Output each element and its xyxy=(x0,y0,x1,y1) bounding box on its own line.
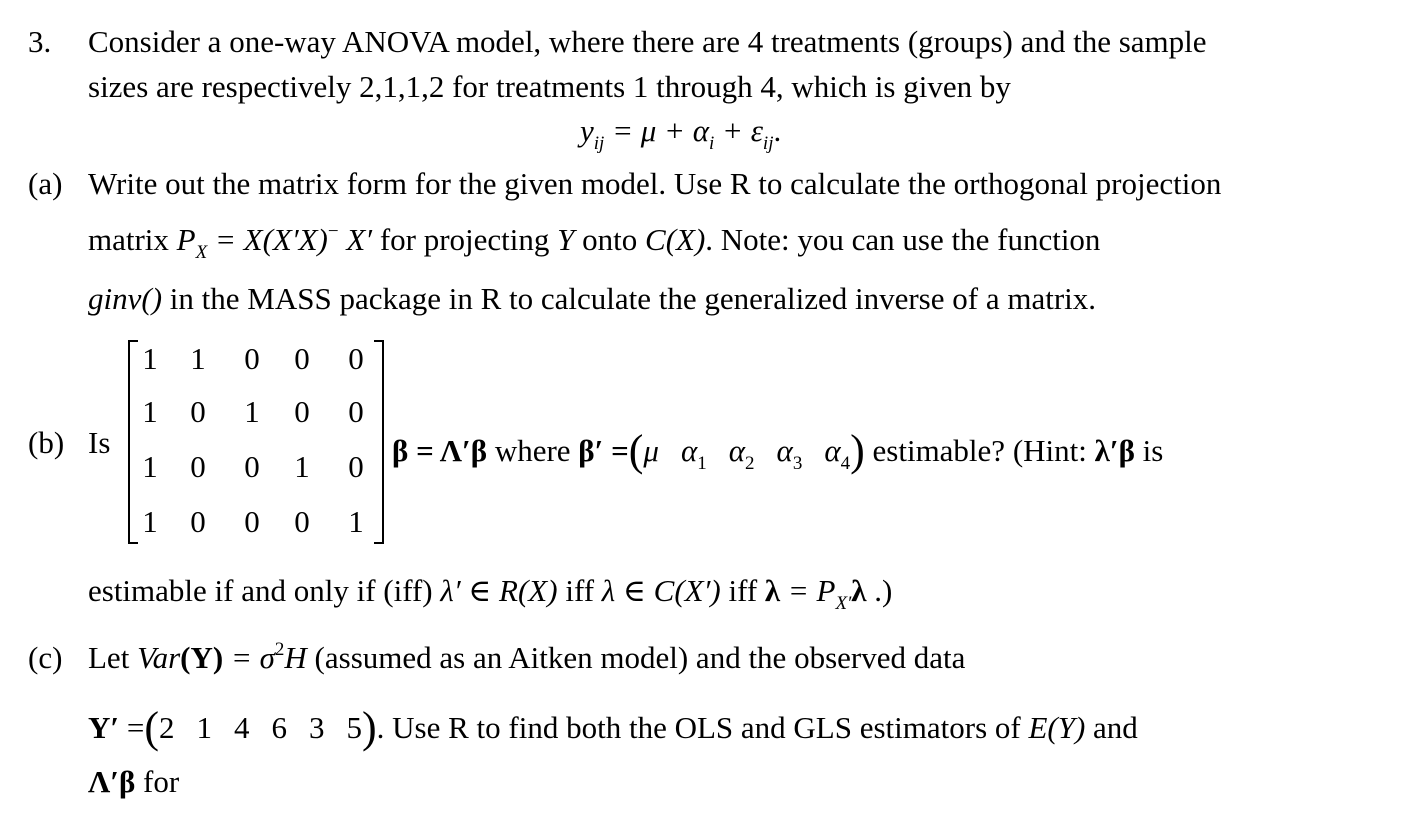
estimable-text: estimable? (Hint: xyxy=(864,433,1095,468)
intro-line-2: sizes are respectively 2,1,1,2 for treatments 1 through 4, which is given by xyxy=(88,69,1011,104)
matrix-cell: 0 xyxy=(190,449,206,484)
projection-minus: − xyxy=(327,221,339,242)
matrix-cell: 0 xyxy=(190,504,206,539)
sigma-eq: = σ xyxy=(223,640,275,675)
right-paren: ) xyxy=(850,426,865,475)
model-y: y xyxy=(580,113,594,148)
for-word: for xyxy=(135,764,180,799)
matrix-left-bracket xyxy=(128,340,138,544)
alpha-symbol: α xyxy=(728,433,746,468)
sigma-squared: 2 xyxy=(274,639,285,660)
matrix-cell: 1 xyxy=(294,449,310,484)
matrix-cell: 0 xyxy=(294,341,310,376)
matrix-cell: 1 xyxy=(142,341,158,376)
alpha-subscript: 1 xyxy=(697,453,707,474)
lambda-bold: λ xyxy=(764,573,781,608)
lambda-end: λ xyxy=(851,573,867,608)
part-a-line-3-rest: in the MASS package in R to calculate the generalized inverse of a matrix. xyxy=(162,281,1097,316)
is-word: is xyxy=(1134,433,1164,468)
data-value: 3 xyxy=(309,710,325,745)
part-a-label: (a) xyxy=(28,166,63,201)
iff-intro: estimable if and only if (iff) xyxy=(88,573,441,608)
iff-2: iff xyxy=(720,573,765,608)
matrix-row-1 xyxy=(140,341,368,377)
column-space-condition: λ ∈ C(X′) xyxy=(601,573,721,608)
matrix-cell: 1 xyxy=(142,394,158,429)
matrix-cell: 0 xyxy=(294,394,310,429)
intro-line-1: Consider a one-way ANOVA model, where there are 4 treatments (groups) and the sample xyxy=(88,24,1207,59)
var-word: Var xyxy=(137,640,181,675)
matrix-cell: 1 xyxy=(142,504,158,539)
part-b-is: Is xyxy=(88,425,111,460)
y-bold: (Y) xyxy=(180,640,224,675)
matrix-cell: 0 xyxy=(294,504,310,539)
alpha-subscript: 2 xyxy=(745,453,755,474)
matrix-right-bracket xyxy=(374,340,384,544)
let-word: Let xyxy=(88,640,138,675)
projection-formula: = X(X′X) xyxy=(207,222,328,257)
part-c-label: (c) xyxy=(28,640,63,675)
onto-word: onto xyxy=(574,222,646,257)
part-b-label: (b) xyxy=(28,425,65,460)
lambda-beta: λ′β xyxy=(1094,433,1135,468)
matrix-cell: 1 xyxy=(348,504,364,539)
data-value: 4 xyxy=(234,710,250,745)
part-c-line-1 xyxy=(88,640,965,681)
row-space-condition: λ′ ∈ R(X) xyxy=(440,573,558,608)
model-sub-ij: ij xyxy=(593,133,605,154)
alpha-subscript: 4 xyxy=(840,453,851,474)
part-b-expression xyxy=(392,425,1163,474)
y-symbol: Y xyxy=(557,222,575,257)
data-right-paren: ) xyxy=(362,703,377,752)
matrix-cell: 1 xyxy=(244,394,260,429)
mu-symbol: μ xyxy=(643,433,659,468)
matrix-cell: 0 xyxy=(348,341,364,376)
column-space: C(X) xyxy=(645,222,706,257)
part-c-line-3 xyxy=(88,764,179,800)
part-c-line-2 xyxy=(88,702,1138,752)
y-prime: Y′ xyxy=(88,710,120,745)
alpha-subscript: 3 xyxy=(792,453,803,474)
beta-prime: β′ = xyxy=(578,433,629,468)
part-a-line-1: Write out the matrix form for the given model. Use R to calculate the orthogonal projection xyxy=(88,166,1222,201)
matrix-cell: 0 xyxy=(348,394,364,429)
matrix-cell: 1 xyxy=(142,449,158,484)
part-a-line-3 xyxy=(88,281,1096,317)
alpha-symbol: α xyxy=(824,433,841,468)
ginv-function: ginv() xyxy=(88,281,163,316)
for-projecting: for projecting xyxy=(372,222,558,257)
note-text: . Note: you can use the function xyxy=(705,222,1101,257)
model-sub-ij-2: ij xyxy=(762,133,774,154)
projection-p: P xyxy=(176,222,196,257)
lambda-sub: X′ xyxy=(835,593,852,614)
data-value: 1 xyxy=(196,710,212,745)
close-paren: .) xyxy=(866,573,893,608)
data-value: 2 xyxy=(159,710,175,745)
projection-sub-x: X xyxy=(195,242,208,263)
matrix-row-3 xyxy=(140,449,368,485)
projection-end: X′ xyxy=(338,222,373,257)
part-c-rest-2: . Use R to find both the OLS and GLS estimators of xyxy=(376,710,1029,745)
eq-sign: = xyxy=(119,710,145,745)
model-dot: . xyxy=(773,113,782,148)
expectation-y: E(Y) xyxy=(1028,710,1086,745)
matrix-cell: 0 xyxy=(348,449,364,484)
matrix-row-4 xyxy=(140,504,368,540)
matrix-word: matrix xyxy=(88,222,177,257)
alpha-symbol: α xyxy=(776,433,793,468)
lambda-beta-c: Λ′β xyxy=(88,764,136,799)
where-word: where xyxy=(487,433,579,468)
left-paren: ( xyxy=(628,426,644,475)
model-mid: = μ + α xyxy=(604,113,709,148)
h-symbol: H xyxy=(284,640,307,675)
alpha-symbol: α xyxy=(680,433,698,468)
problem-number: 3. xyxy=(28,24,52,59)
data-left-paren: ( xyxy=(144,703,159,752)
data-value: 6 xyxy=(271,710,287,745)
matrix-row-2 xyxy=(140,394,368,430)
matrix-cell: 0 xyxy=(244,504,260,539)
data-value: 5 xyxy=(346,710,362,745)
matrix-cell: 0 xyxy=(190,394,206,429)
matrix-cell: 0 xyxy=(244,341,260,376)
matrix-cell: 1 xyxy=(190,341,206,376)
beta-equation: β = Λ′β xyxy=(392,433,488,468)
model-equation xyxy=(580,113,781,154)
and-word: and xyxy=(1085,710,1138,745)
part-b-line-2 xyxy=(88,573,892,614)
iff-1: iff xyxy=(557,573,602,608)
matrix-cell: 0 xyxy=(244,449,260,484)
part-c-rest-1: (assumed as an Aitken model) and the observed data xyxy=(306,640,966,675)
lambda-eq: = P xyxy=(780,573,836,608)
part-a-line-2 xyxy=(88,222,1100,263)
model-sub-i: i xyxy=(709,133,715,154)
model-plus: + ε xyxy=(714,113,763,148)
